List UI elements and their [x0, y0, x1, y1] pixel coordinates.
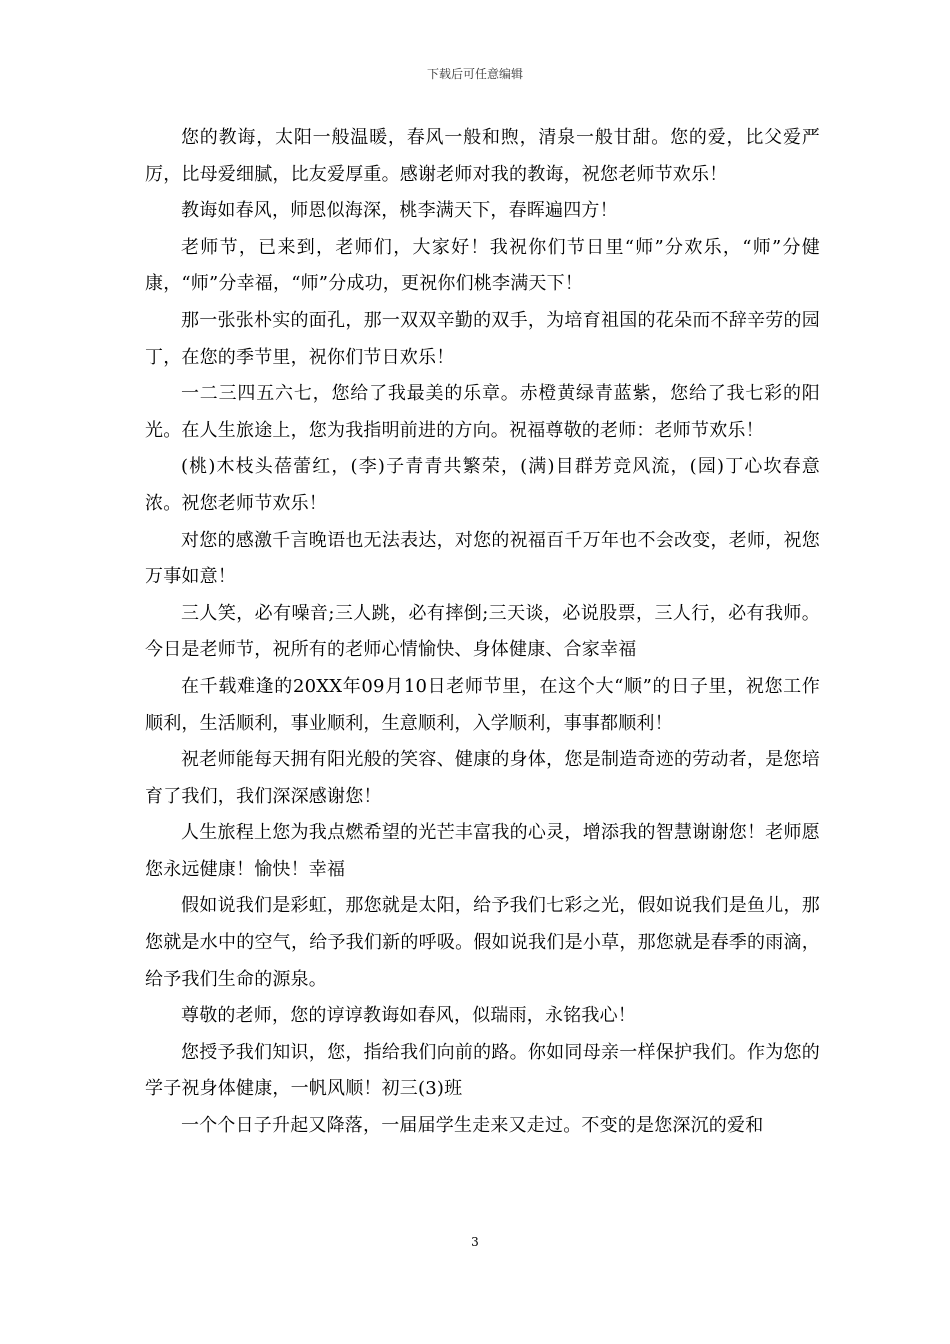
paragraph: 一个个日子升起又降落，一届届学生走来又走过。不变的是您深沉的爱和	[181, 1115, 764, 1137]
paragraph: 您的教诲，太阳一般温暖，春风一般和煦，清泉一般甘甜。您的爱，比父爱严厉，比母爱细腻，比友爱厚重。感谢老师对我的教诲，祝您老师节欢乐！	[145, 127, 820, 185]
paragraph: 人生旅程上您为我点燃希望的光芒丰富我的心灵，增添我的智慧谢谢您！老师愿您永远健康！愉快！幸福	[145, 822, 820, 880]
paragraph: 一二三四五六七，您给了我最美的乐章。赤橙黄绿青蓝紫，您给了我七彩的阳光。在人生旅途上，您为我指明前进的方向。祝福尊敬的老师：老师节欢乐！	[145, 383, 820, 441]
document-body	[145, 120, 820, 1145]
paragraph: 三人笑，必有噪音;三人跳，必有摔倒;三天谈，必说股票，三人行，必有我师。今日是老师节，祝所有的老师心情愉快、身体健康、合家幸福	[145, 602, 820, 661]
paragraph: 祝老师能每天拥有阳光般的笑容、健康的身体，您是制造奇迹的劳动者，是您培育了我们，我们深深感谢您！	[145, 749, 820, 807]
paragraph: (桃)木枝头蓓蕾红，(李)子青青共繁荣，(满)目群芳竞风流，(园)丁心坎春意浓。祝您老师节欢乐！	[145, 456, 820, 514]
paragraph: 您授予我们知识，您，指给我们向前的路。你如同母亲一样保护我们。作为您的学子祝身体健康，一帆风顺！初三(3)班	[145, 1041, 820, 1100]
paragraph: 对您的感激千言晚语也无法表达，对您的祝福百千万年也不会改变，老师，祝您万事如意！	[145, 529, 820, 588]
paragraph: 在千载难逢的20XX年09月10日老师节里，在这个大“顺”的日子里，祝您工作顺利，生活顺利，事业顺利，生意顺利，入学顺利，事事都顺利！	[145, 675, 820, 734]
page-header-note: 下载后可任意编辑	[426, 67, 523, 81]
paragraph: 那一张张朴实的面孔，那一双双辛勤的双手，为培育祖国的花朵而不辞辛劳的园丁，在您的季节里，祝你们节日欢乐！	[145, 309, 820, 368]
paragraph: 假如说我们是彩虹，那您就是太阳，给予我们七彩之光，假如说我们是鱼儿，那您就是水中的空气，给予我们新的呼吸。假如说我们是小草，那您就是春季的雨滴，给予我们生命的源泉。	[145, 895, 820, 990]
paragraph: 老师节，已来到，老师们，大家好！我祝你们节日里“师”分欢乐，“师”分健康，“师”分幸福，“师”分成功，更祝你们桃李满天下！	[145, 236, 820, 295]
paragraph: 尊敬的老师，您的谆谆教诲如春风，似瑞雨，永铭我心！	[181, 1005, 636, 1027]
paragraph: 教诲如春风，师恩似海深，桃李满天下，春晖遍四方！	[181, 200, 618, 222]
page-number: 3	[471, 1235, 479, 1249]
